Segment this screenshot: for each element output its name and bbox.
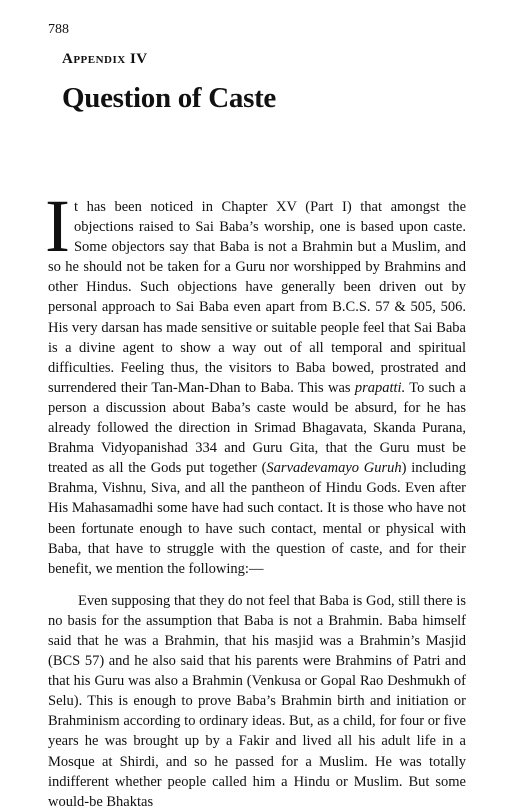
paragraph-1-part-b: To such a person a discussion about Baba’s caste would be absurd, for he has already followed the direction in Srimad Bhagavata, Skanda Purana, Brahma Vidyopanishad 334 and Guru Gita, that the Guru must be treated as all the Gods put together ( [48, 379, 466, 477]
paragraph-2: Even supposing that they do not feel that Baba is God, still there is no basis for the assumption that Baba is not a Brahmin. Baba himself said that he was a Brahmin, that his masjid was a Brahmin’s Masjid (BCS 57) and he also said that his parents were Brahmins of Patri and that his Guru was also a Brahmin (Venkusa or Gopal Rao Deshmukh of Selu). This is enough to prove Baba’s Brahmin birth and initiation or Brahminism according to ordinary ideas. But, as a child, for four or five years he was brought up by a Fakir and lived all his adult life in a Mosque at Shirdi, and so he passed for a Muslim. He was totally indifferent whether people called him a Hindu or Muslim. But some would-be Bhaktas [48, 592, 466, 810]
paragraph-1-part-a: t has been noticed in Chapter XV (Part I) that amongst the objections raised to Sai Baba’s worship, one is based upon caste. Some objectors say that Baba is not a Brahmin but a Muslim, and so he should not be taken for a Guru nor worshipped by Brahmins and other Hindus. Such objections have generally been driven out by personal approach to Sai Baba even apart from B.C.S. 57 & 505, 506. His very darsan has made sensitive or suitable people feel that Sai Baba is a divine agent to show a way out of all temporal and spiritual difficulties. Feeling thus, the visitors to Baba bowed, prostrated and surrendered their Tan-Man-Dhan to Baba. This was [48, 199, 466, 396]
page-number: 788 [48, 22, 69, 37]
paragraph-1-italic-prapatti: prapatti. [354, 379, 406, 396]
chapter-title: Question of Caste [62, 82, 277, 114]
paragraph-1-italic-sanskrit: Sarvadevamayo Guruh [266, 460, 402, 477]
paragraph-1-part-c: ) including Brahma, Vishnu, Siva, and all the pantheon of Hindu Gods. Even after His Mahasamadhi some have had such contact. It is those who have not been fortunate enough to have such contact, mental or physical with Baba, that have to struggle with the question of caste, and for their benefit, we mention the following:— [48, 460, 466, 577]
paragraph-1 [45, 185, 466, 579]
body-text [45, 185, 466, 812]
drop-cap: I [45, 185, 70, 268]
appendix-label: Appendix IV [62, 51, 148, 67]
